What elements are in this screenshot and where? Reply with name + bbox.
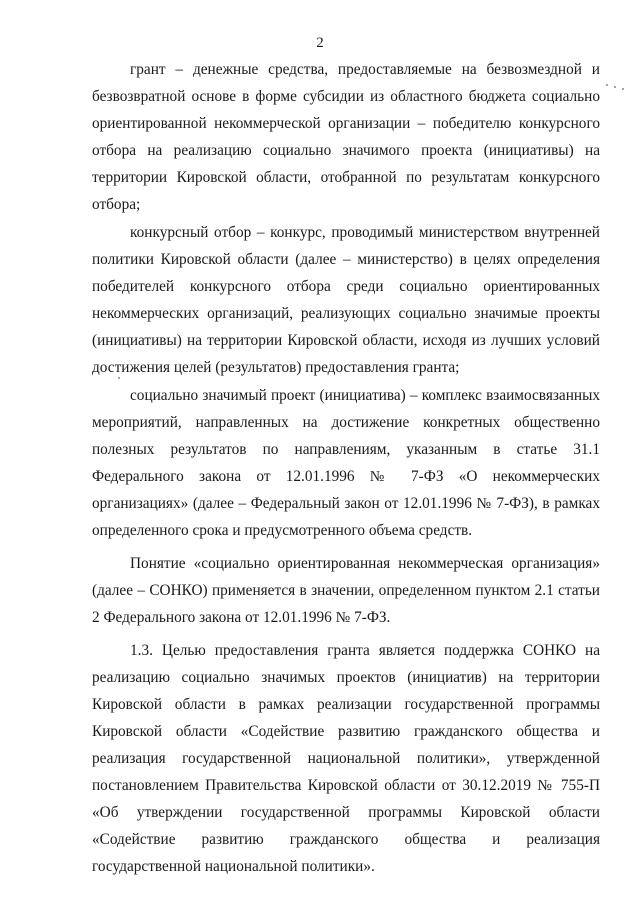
page-number: 2 xyxy=(316,35,324,51)
scan-speck xyxy=(118,377,120,379)
scan-speck xyxy=(622,88,624,90)
scan-speck xyxy=(606,84,608,86)
paragraph-competition-definition: конкурсный отбор – конкурс, проводимый министерством внутренней политики Кировской области (далее – министерство) в целях определения победителей конкурсного отбора среди социально ориентированных некоммерческих организаций, реализующих социально значимые проекты (инициативы) на территории Кировской области, исходя из лучших условий достижения целей (результатов) предоставления гранта; xyxy=(92,224,600,376)
paragraph-project-definition: социально значимый проект (инициатива) – комплекс взаимосвязанных мероприятий, направленных на достижение конкретных общественно полезных результатов по направлениям, указанным в статье 31.1 Федерального закона от 12.01.1996 № 7-ФЗ «О некоммерческих организациях» (далее – Федеральный закон от 12.01.1996 № 7-ФЗ), в рамках определенного срока и предусмотренного объема средств. xyxy=(92,387,600,539)
paragraph-grant-definition: грант – денежные средства, предоставляемые на безвозмездной и безвозвратной основе в форме субсидии из областного бюджета социально ориентированной некоммерческой организации – победителю конкурсного отбора на реализацию социально значимого проекта (инициативы) на территории Кировской области, отобранной по результатам конкурсного отбора; xyxy=(92,61,600,213)
paragraph-sonko-definition: Понятие «социально ориентированная некоммерческая организация» (далее – СОНКО) применяется в значении, определенном пунктом 2.1 статьи 2 Федерального закона от 12.01.1996 № 7-ФЗ. xyxy=(92,555,600,626)
paragraph-grant-purpose: 1.3. Целью предоставления гранта является поддержка СОНКО на реализацию социально значимых проектов (инициатив) на территории Кировской области в рамках реализации государственной программы Кировской области «Содействие развитию гражданского общества и реализация государственной национальной политики», утвержденной постановлением Правительства Кировской области от 30.12.2019 № 755-П «Об утверждении государственной программы Кировской области «Содействие развитию гражданского общества и реализация государственной национальной политики». xyxy=(92,642,600,875)
scan-speck xyxy=(614,86,616,88)
document-body xyxy=(92,56,600,881)
